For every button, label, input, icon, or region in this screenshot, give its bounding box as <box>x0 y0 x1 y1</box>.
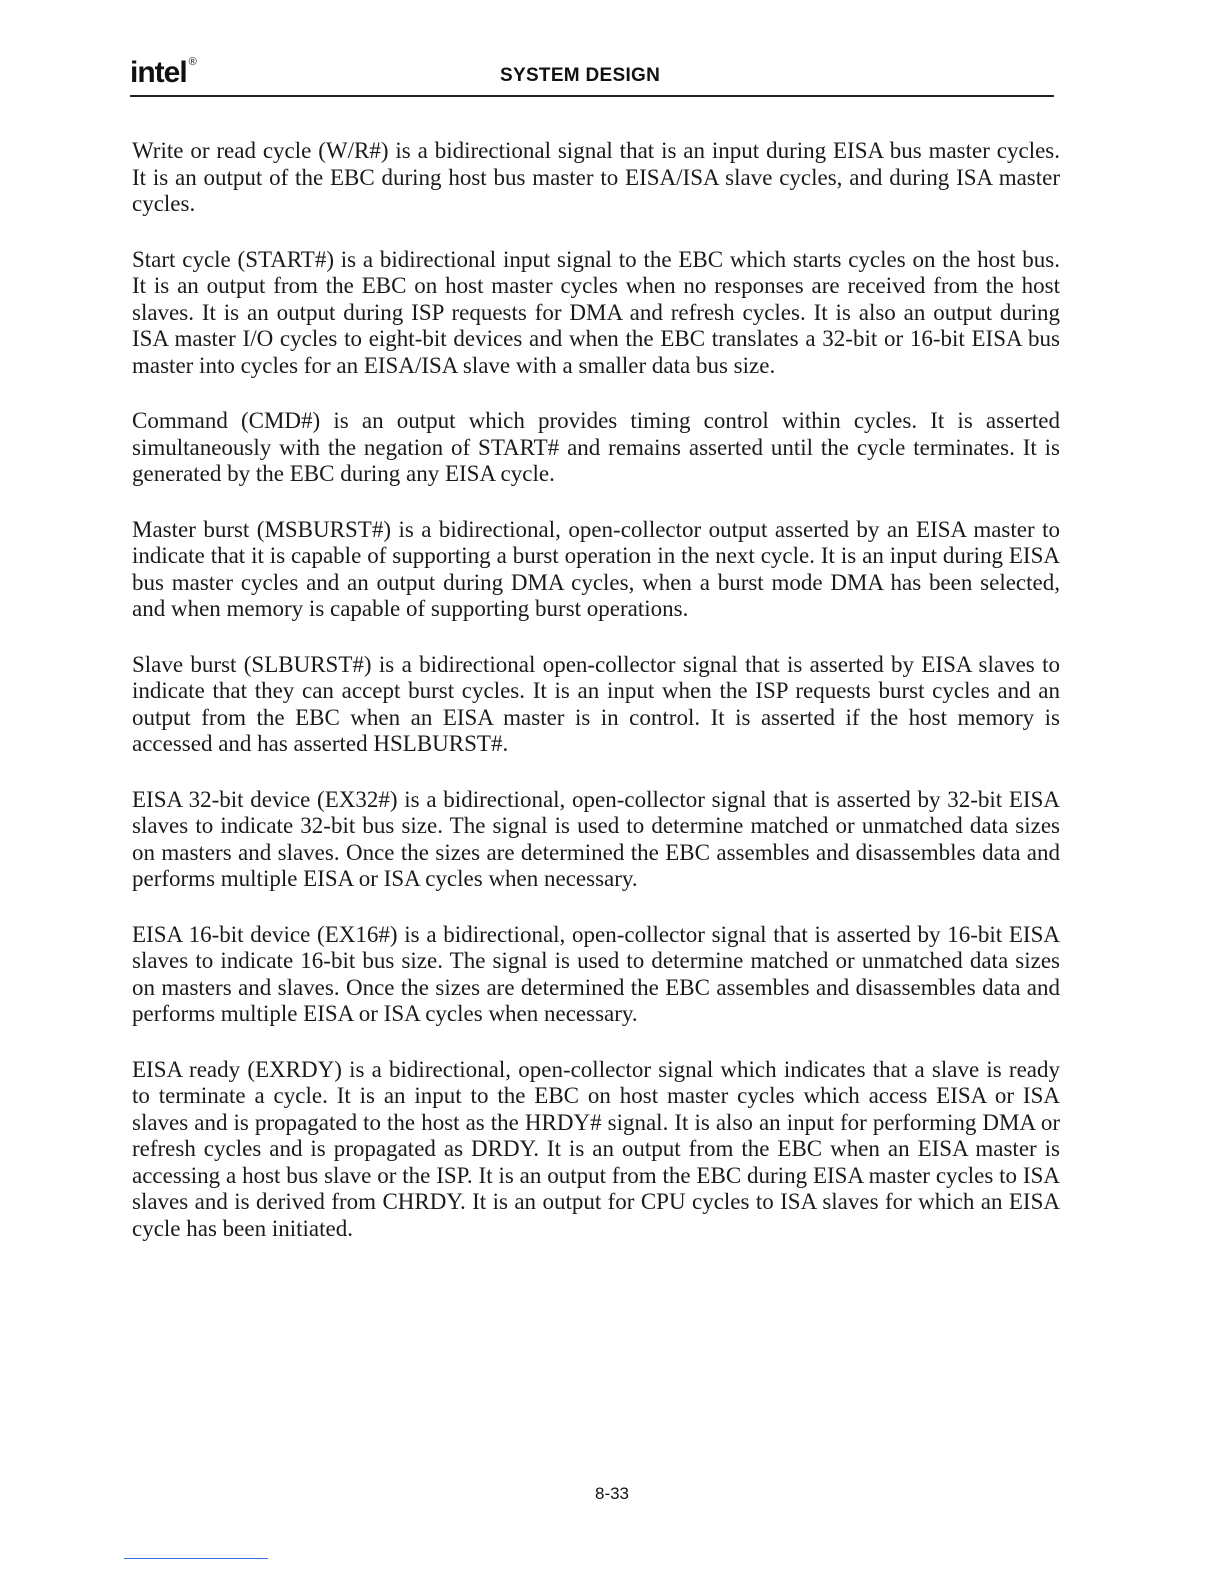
paragraph-eisa-32-bit-device: EISA 32-bit device (EX32#) is a bidirectional, open-collector signal that is asserted by 32-bit EISA slaves to indicate 32-bit bus size. The signal is used to determine matched or unmatched data sizes on masters and slaves. Once the sizes are determined the EBC assembles and disassembles data and performs multiple EISA or ISA cycles when necessary. <box>132 786 1060 891</box>
page-header <box>130 52 1054 98</box>
paragraph-write-read-cycle: Write or read cycle (W/R#) is a bidirectional signal that is an input during EISA bus master cycles. It is an output of the EBC during host bus master to EISA/ISA slave cycles, and during ISA master cycles. <box>132 138 1060 216</box>
logo-text: intel <box>130 56 187 89</box>
body-text <box>132 138 1060 1271</box>
paragraph-master-burst: Master burst (MSBURST#) is a bidirectional, open-collector output asserted by an EISA master to indicate that it is capable of supporting a burst operation in the next cycle. It is an input during EISA bus master cycles and an output during DMA cycles, when a burst mode DMA has been selected, and when memory is capable of supporting burst operations. <box>132 516 1060 621</box>
footer-rule <box>124 1558 268 1559</box>
paragraph-start-cycle: Start cycle (START#) is a bidirectional input signal to the EBC which starts cycles on the host bus. It is an output from the EBC on host master cycles when no responses are received from the host slaves. It is an output during ISP requests for DMA and refresh cycles. It is also an output during ISA master I/O cycles to eight-bit devices and when the EBC translates a 32-bit or 16-bit EISA bus master into cycles for an EISA/ISA slave with a smaller data bus size. <box>132 246 1060 378</box>
page-number: 8-33 <box>594 1484 630 1503</box>
registered-mark: ® <box>188 56 196 68</box>
intel-logo <box>130 56 196 90</box>
page-title: SYSTEM DESIGN <box>500 65 661 86</box>
paragraph-slave-burst: Slave burst (SLBURST#) is a bidirectional open-collector signal that is asserted by EISA slaves to indicate that they can accept burst cycles. It is an input when the ISP requests burst cycles and an output from the EBC when an EISA master is in control. It is asserted if the host memory is accessed and has asserted HSLBURST#. <box>132 651 1060 756</box>
header-divider <box>130 95 1054 97</box>
paragraph-eisa-16-bit-device: EISA 16-bit device (EX16#) is a bidirectional, open-collector signal that is asserted by 16-bit EISA slaves to indicate 16-bit bus size. The signal is used to determine matched or unmatched data sizes on masters and slaves. Once the sizes are determined the EBC assembles and disassembles data and performs multiple EISA or ISA cycles when necessary. <box>132 921 1060 1026</box>
paragraph-command: Command (CMD#) is an output which provides timing control within cycles. It is asserted simultaneously with the negation of START# and remains asserted until the cycle terminates. It is generated by the EBC during any EISA cycle. <box>132 408 1060 486</box>
paragraph-eisa-ready: EISA ready (EXRDY) is a bidirectional, open-collector signal which indicates that a slave is ready to terminate a cycle. It is an input to the EBC on host master cycles which access EISA or ISA slaves and is propagated to the host as the HRDY# signal. It is also an input for performing DMA or refresh cycles and is propagated as DRDY. It is an output from the EBC when an EISA master is accessing a host bus slave or the ISP. It is an output from the EBC during EISA master cycles to ISA slaves and is derived from CHRDY. It is an output for CPU cycles to ISA slaves for which an EISA cycle has been initiated. <box>132 1056 1060 1241</box>
